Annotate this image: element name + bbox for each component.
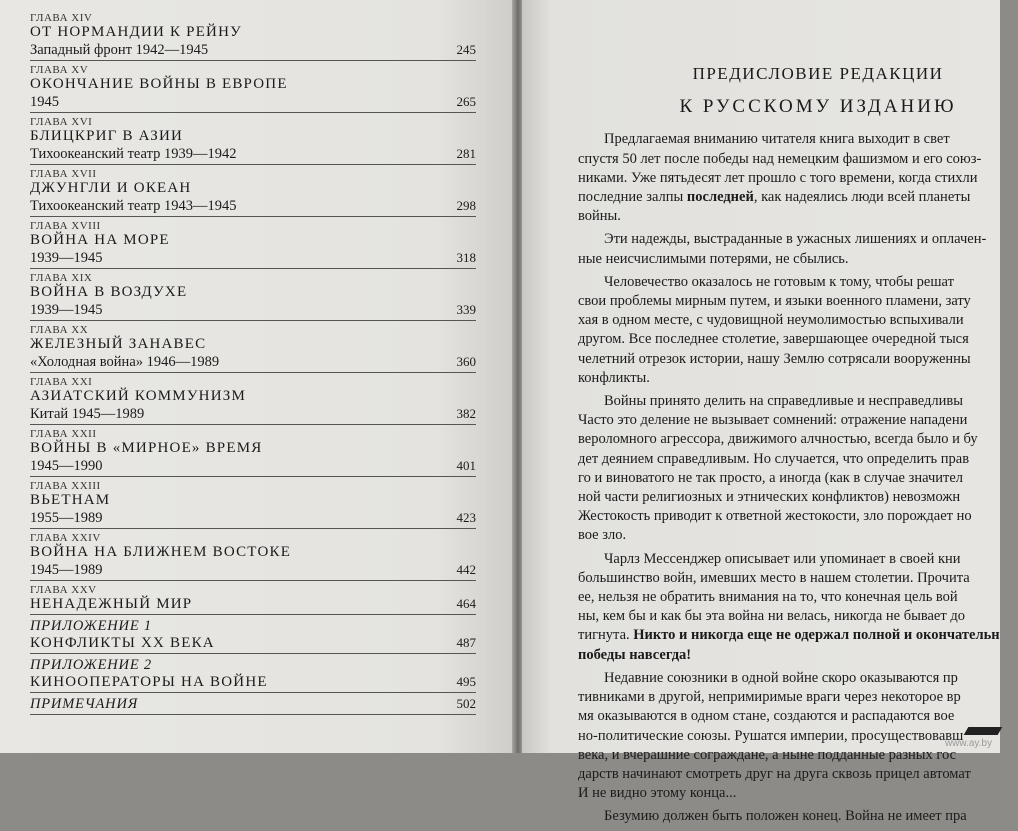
chapter-subtitle-row <box>30 93 476 113</box>
appendix-title-row <box>30 674 476 693</box>
page-number: 464 <box>456 596 476 611</box>
chapter-label: ГЛАВА XXII <box>30 428 97 440</box>
toc-appendix <box>30 618 476 654</box>
appendix-label: ПРИЛОЖЕНИЕ 1 <box>30 618 152 634</box>
page-number: 245 <box>456 42 476 57</box>
preface-subheading: К РУССКОМУ ИЗДАНИЮ <box>679 96 957 118</box>
toc-entry <box>30 116 476 165</box>
page-corner-mark <box>964 727 1003 735</box>
chapter-title: ВОЙНА НА МОРЕ <box>30 232 170 248</box>
chapter-subtitle-row <box>30 405 476 425</box>
page-number: 495 <box>456 674 476 689</box>
chapter-subtitle-row <box>30 509 476 529</box>
chapter-title-row <box>30 596 476 615</box>
chapter-subtitle-row <box>30 41 476 61</box>
chapter-title: ДЖУНГЛИ И ОКЕАН <box>30 180 192 196</box>
chapter-subtitle: Западный фронт 1942—1945 <box>30 42 209 58</box>
chapter-title: НЕНАДЕЖНЫЙ МИР <box>30 596 193 612</box>
toc-entry <box>30 376 476 425</box>
toc-entry <box>30 428 476 477</box>
chapter-subtitle: Тихоокеанский театр 1939—1942 <box>30 146 237 162</box>
toc-entry <box>30 64 476 113</box>
preface-heading: ПРЕДИСЛОВИЕ РЕДАКЦИИ <box>692 64 944 83</box>
watermark: www.ay.by <box>944 738 992 749</box>
toc-entry <box>30 532 476 581</box>
chapter-title: ВЬЕТНАМ <box>30 492 111 508</box>
right-page <box>522 0 1000 825</box>
toc-appendix <box>30 657 476 693</box>
table-of-contents <box>30 12 476 718</box>
page-number: 265 <box>456 94 476 109</box>
chapter-label: ГЛАВА XV <box>30 64 89 76</box>
chapter-subtitle-row <box>30 353 476 373</box>
preface-text <box>578 58 1018 831</box>
page-number: 401 <box>456 458 476 473</box>
page-number: 339 <box>456 302 476 317</box>
paragraph-3: Человечество оказалось не готовым к тому, чтобы решат свои проблемы мирным путем, и языки военного пламени, зату хая в одном месте, с чудовищной неумолимостью вспыхивали другом. Все последнее столетие, завершающее очередной тыся челетний отрезок истории, нашу Землю сотрясали вооруженны конфликты. <box>578 273 971 386</box>
left-page <box>0 0 514 753</box>
appendix-title: КОНФЛИКТЫ XX ВЕКА <box>30 635 215 651</box>
chapter-title: ЖЕЛЕЗНЫЙ ЗАНАВЕС <box>30 336 207 352</box>
appendix-title-row <box>30 635 476 654</box>
page-number: 281 <box>456 146 476 161</box>
chapter-label: ГЛАВА XIV <box>30 12 93 24</box>
page-number: 423 <box>456 510 476 525</box>
page-number: 442 <box>456 562 476 577</box>
paragraph-7: Безумию должен быть положен конец. Война не имеет пра <box>604 808 967 825</box>
chapter-subtitle-row <box>30 197 476 217</box>
paragraph-1: Предлагаемая вниманию читателя книга выходит в свет спустя 50 лет после победы над немецким фашизмом и его союз- никами. Уже пятьдесят лет прошло с того времени, когда стихли последние залпы последней, как надеялись люди всей планеты войны. <box>578 131 982 225</box>
chapter-title: ОТ НОРМАНДИИ К РЕЙНУ <box>30 24 242 40</box>
notes-row <box>30 696 476 715</box>
chapter-title: АЗИАТСКИЙ КОММУНИЗМ <box>30 388 246 404</box>
chapter-subtitle-row <box>30 457 476 477</box>
chapter-title: ВОЙНА НА БЛИЖНЕМ ВОСТОКЕ <box>30 544 292 560</box>
toc-entry <box>30 584 476 615</box>
notes-label: ПРИМЕЧАНИЯ <box>30 696 139 712</box>
toc-entry <box>30 480 476 529</box>
chapter-subtitle: 1945—1990 <box>30 458 103 474</box>
chapter-subtitle: 1939—1945 <box>30 250 103 266</box>
toc-entry <box>30 324 476 373</box>
paragraph-5: Чарлз Мессенджер описывает или упоминает в своей кни большинство войн, имевших место в нашем столетии. Прочита ее, нельзя не обратить внимания на то, что конечная цель вой ны, кем бы и как бы эта война ни велась, никогда не бывает до тигнута. Никто и никогда еще не одержал полной и окончательн победы навсегда! <box>578 550 1000 663</box>
page-number: 318 <box>456 250 476 265</box>
chapter-subtitle: 1955—1989 <box>30 510 103 526</box>
chapter-subtitle: Китай 1945—1989 <box>30 406 145 422</box>
page-number: 382 <box>456 406 476 421</box>
chapter-title: ОКОНЧАНИЕ ВОЙНЫ В ЕВРОПЕ <box>30 76 288 92</box>
chapter-label: ГЛАВА XVI <box>30 116 93 128</box>
appendix-title: КИНООПЕРАТОРЫ НА ВОЙНЕ <box>30 674 268 690</box>
appendix-label: ПРИЛОЖЕНИЕ 2 <box>30 657 152 673</box>
chapter-label: ГЛАВА XVIII <box>30 220 101 232</box>
toc-entry <box>30 220 476 269</box>
chapter-title: ВОЙНЫ В «МИРНОЕ» ВРЕМЯ <box>30 440 263 456</box>
chapter-subtitle-row <box>30 561 476 581</box>
chapter-title: ВОЙНА В ВОЗДУХЕ <box>30 284 188 300</box>
chapter-label: ГЛАВА XX <box>30 324 89 336</box>
chapter-label: ГЛАВА XXIII <box>30 480 101 492</box>
chapter-subtitle-row <box>30 145 476 165</box>
chapter-subtitle: 1939—1945 <box>30 302 103 318</box>
toc-entry <box>30 12 476 61</box>
chapter-subtitle: 1945 <box>30 94 59 110</box>
chapter-label: ГЛАВА XXI <box>30 376 93 388</box>
toc-entry <box>30 168 476 217</box>
page-number: 487 <box>456 635 476 650</box>
chapter-label: ГЛАВА XXIV <box>30 532 101 544</box>
chapter-title: БЛИЦКРИГ В АЗИИ <box>30 128 184 144</box>
page-number: 298 <box>456 198 476 213</box>
toc-entry <box>30 272 476 321</box>
page-number: 360 <box>456 354 476 369</box>
chapter-subtitle-row <box>30 249 476 269</box>
chapter-label: ГЛАВА XXV <box>30 584 97 596</box>
chapter-subtitle: «Холодная война» 1946—1989 <box>30 354 220 370</box>
chapter-subtitle: 1945—1989 <box>30 562 103 578</box>
page-number: 502 <box>456 696 476 711</box>
chapter-label: ГЛАВА XIX <box>30 272 93 284</box>
chapter-subtitle: Тихоокеанский театр 1943—1945 <box>30 198 237 214</box>
chapter-subtitle-row <box>30 301 476 321</box>
chapter-label: ГЛАВА XVII <box>30 168 97 180</box>
paragraph-4: Войны принято делить на справедливые и несправедливы Часто это деление не вызывает сомнений: отражение нападени вероломного агрессора, движимого алчностью, всегда было и бу дет деянием справедливым. Но случается, что определить прав го и виноватого не так просто, а иногда (как в случае значител ной части религиозных и этнических конфликтов) невозможн Жестокость приводит к ответной жестокости, зло порождает но вое зло. <box>578 393 978 544</box>
paragraph-2: Эти надежды, выстраданные в ужасных лишениях и оплачен- ные неисчислимыми потерями, не сбылись. <box>578 231 987 267</box>
paragraph-6: Недавние союзники в одной войне скоро оказываются пр тивниками в другой, непримиримые враги через некоторое вр мя оказываются в одном стане, создаются и распадаются вое но-политические союзы. Рушатся империи, просуществовавш века, и вчерашние сограждане, а ныне подданные разных гос дарств начинают смотреть друг на друга сквозь прицел автомат И не видно этому конца... <box>578 669 971 802</box>
